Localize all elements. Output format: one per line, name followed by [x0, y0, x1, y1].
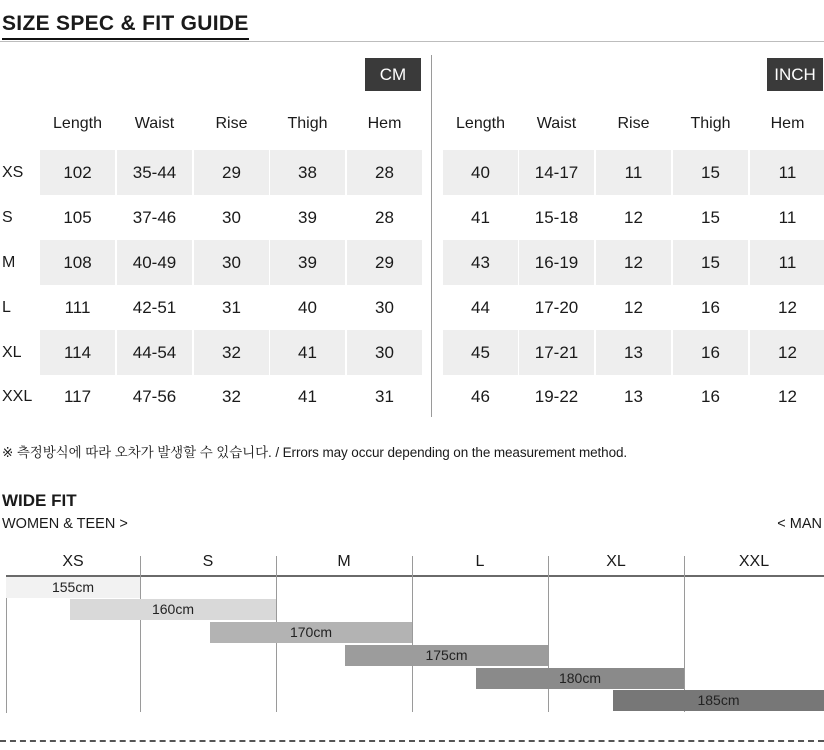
inch-column-header: Rise	[617, 115, 650, 132]
table-divider	[431, 55, 432, 417]
measurement-note: ※ 측정방식에 따라 오차가 발생할 수 있습니다. / Errors may occur depending on the measurement method.	[2, 445, 628, 460]
cm-cell: 41	[270, 330, 345, 375]
fit-left-label: WOMEN & TEEN >	[2, 516, 128, 532]
height-range-bar: 185cm	[613, 690, 824, 711]
inch-column-header: Length	[456, 115, 505, 132]
cm-cell: 30	[347, 330, 422, 375]
fit-right-label: < MAN	[777, 516, 822, 532]
inch-cell: 17-20	[534, 298, 579, 317]
inch-cell: 12	[750, 330, 824, 375]
inch-cell: 41	[471, 208, 490, 227]
size-label: XS	[2, 164, 24, 181]
inch-cell: 45	[443, 330, 518, 375]
fit-size-label: XXL	[738, 553, 770, 570]
cm-column-header: Thigh	[287, 115, 328, 132]
height-range-bar: 160cm	[70, 599, 276, 620]
inch-cell: 19-22	[534, 387, 579, 406]
cm-cell: 29	[194, 150, 269, 195]
cm-cell: 39	[298, 208, 317, 227]
cm-cell: 44-54	[117, 330, 192, 375]
cm-cell: 40	[298, 298, 317, 317]
fit-column-divider	[684, 556, 685, 712]
fit-column-divider	[140, 556, 141, 712]
inch-cell: 13	[596, 330, 671, 375]
height-range-bar: 175cm	[345, 645, 548, 666]
inch-cell: 40	[443, 150, 518, 195]
cm-column-header: Length	[53, 115, 102, 132]
inch-column-header: Hem	[770, 115, 805, 132]
cm-cell: 40-49	[117, 240, 192, 285]
unit-badge-cm: CM	[365, 58, 421, 91]
cm-cell: 37-46	[132, 208, 177, 227]
fit-size-label: XL	[606, 553, 626, 570]
size-label: S	[2, 209, 13, 226]
page-title: SIZE SPEC & FIT GUIDE	[2, 11, 249, 40]
fit-size-label: L	[475, 553, 485, 570]
inch-cell: 12	[778, 298, 797, 317]
cm-cell: 30	[222, 208, 241, 227]
cm-cell: 111	[64, 298, 91, 317]
cm-cell: 102	[40, 150, 115, 195]
inch-cell: 11	[750, 240, 824, 285]
inch-cell: 17-21	[519, 330, 594, 375]
inch-cell: 16	[673, 330, 748, 375]
cm-cell: 31	[375, 387, 394, 406]
inch-cell: 12	[778, 387, 797, 406]
unit-badge-inch: INCH	[767, 58, 823, 91]
size-label: L	[2, 299, 11, 316]
inch-cell: 15	[673, 150, 748, 195]
size-label: XXL	[2, 388, 33, 405]
inch-cell: 13	[624, 387, 643, 406]
inch-cell: 12	[596, 240, 671, 285]
fit-size-label: S	[202, 553, 214, 570]
height-range-bar: 170cm	[210, 622, 412, 643]
inch-cell: 16	[701, 298, 720, 317]
inch-cell: 11	[750, 150, 824, 195]
cm-cell: 32	[222, 387, 241, 406]
cm-column-header: Waist	[134, 115, 175, 132]
inch-cell: 12	[624, 208, 643, 227]
cm-cell: 105	[63, 208, 92, 227]
inch-cell: 11	[778, 208, 797, 227]
size-label: M	[2, 254, 16, 271]
cm-cell: 35-44	[117, 150, 192, 195]
cm-cell: 31	[222, 298, 241, 317]
inch-cell: 15	[701, 208, 720, 227]
fit-size-label: XS	[62, 553, 84, 570]
cm-cell: 28	[347, 150, 422, 195]
cm-cell: 30	[375, 298, 394, 317]
inch-cell: 12	[624, 298, 643, 317]
height-range-bar: 155cm	[6, 577, 140, 598]
inch-cell: 14-17	[519, 150, 594, 195]
fit-column-divider	[412, 556, 413, 712]
cm-cell: 39	[270, 240, 345, 285]
fit-size-label: M	[337, 553, 351, 570]
inch-cell: 43	[443, 240, 518, 285]
cm-cell: 30	[194, 240, 269, 285]
inch-column-header: Waist	[536, 115, 577, 132]
inch-cell: 46	[471, 387, 490, 406]
fit-title: WIDE FIT	[2, 491, 77, 510]
inch-column-header: Thigh	[690, 115, 731, 132]
cm-cell: 117	[63, 387, 92, 406]
cm-cell: 28	[375, 208, 394, 227]
cm-column-header: Rise	[215, 115, 248, 132]
inch-cell: 15	[673, 240, 748, 285]
cm-cell: 42-51	[132, 298, 177, 317]
inch-cell: 16	[701, 387, 720, 406]
inch-cell: 44	[471, 298, 490, 317]
cm-cell: 38	[270, 150, 345, 195]
inch-cell: 15-18	[534, 208, 579, 227]
cm-column-header: Hem	[367, 115, 402, 132]
inch-cell: 16-19	[519, 240, 594, 285]
cm-cell: 41	[298, 387, 317, 406]
cm-cell: 32	[194, 330, 269, 375]
cm-cell: 29	[347, 240, 422, 285]
cm-cell: 114	[40, 330, 115, 375]
dashed-separator	[0, 740, 824, 742]
cm-cell: 108	[40, 240, 115, 285]
height-range-bar: 180cm	[476, 668, 684, 689]
cm-cell: 47-56	[132, 387, 177, 406]
size-label: XL	[2, 344, 22, 361]
title-rule	[0, 41, 824, 42]
inch-cell: 11	[596, 150, 671, 195]
